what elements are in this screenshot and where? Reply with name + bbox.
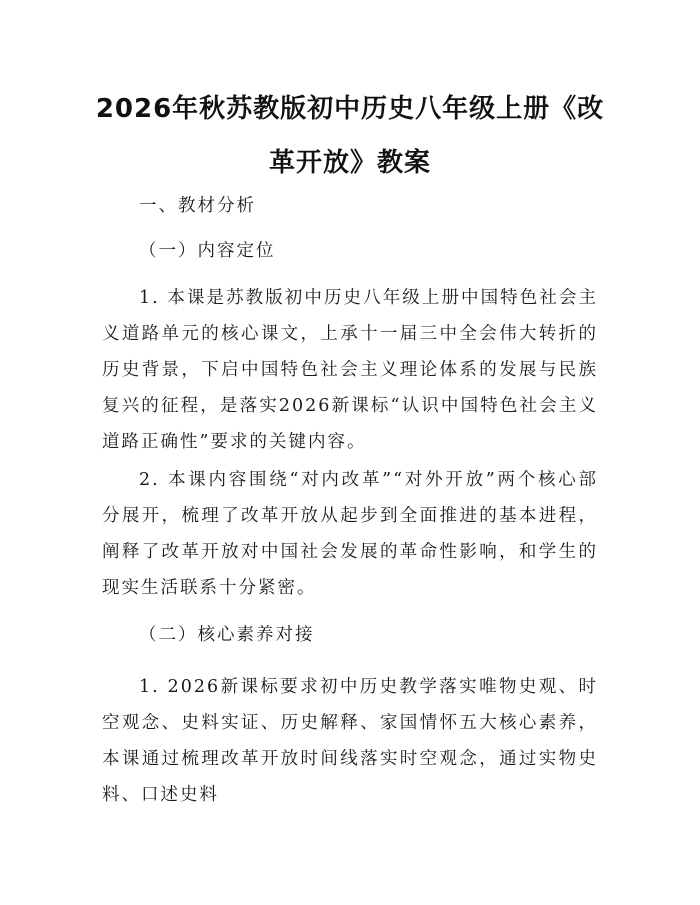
- subsection-heading-core-literacy: （二）核心素养对接: [139, 625, 315, 645]
- paragraph-core-literacy-1: 1. 2026新课标要求初中历史教学落实唯物史观、时空观念、史料实证、历史解释、家国情怀五大核心素养，本课通过梳理改革开放时间线落实时空观念，通过实物史料、口述史料: [102, 677, 598, 805]
- paragraph-content-positioning-2: 2. 本课内容围绕“对内改革”“对外开放”两个核心部分展开，梳理了改革开放从起步到全面推进的基本进程，阐释了改革开放对中国社会发展的革命性影响，和学生的现实生活联系十分紧密。: [102, 470, 598, 598]
- paragraph-content-positioning-1: 1. 本课是苏教版初中历史八年级上册中国特色社会主义道路单元的核心课文，上承十一届三中全会伟大转折的历史背景，下启中国特色社会主义理论体系的发展与民族复兴的征程，是落实2026新课标“认识中国特色社会主义道路正确性”要求的关键内容。: [102, 288, 598, 452]
- document-title: 2026年秋苏教版初中历史八年级上册《改革开放》教案: [95, 94, 605, 178]
- section-heading-teaching-material-analysis: 一、教材分析: [139, 196, 256, 216]
- subsection-heading-content-positioning: （一）内容定位: [139, 241, 276, 261]
